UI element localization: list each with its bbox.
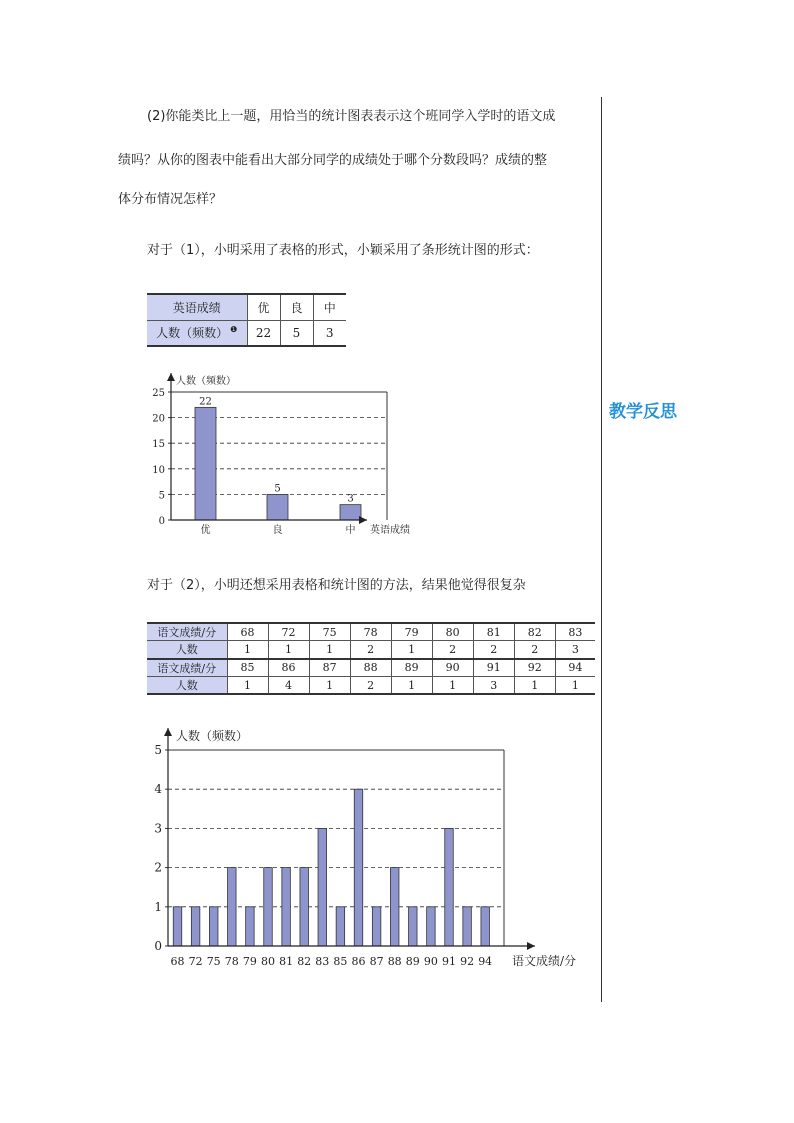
bar (228, 868, 237, 946)
x-category-label: 92 (460, 955, 475, 968)
table-cell: 1 (268, 641, 309, 659)
y-tick-label: 3 (154, 821, 162, 836)
table-cell: 91 (473, 659, 514, 677)
table-cell: 80 (432, 623, 473, 641)
table-cell: 94 (555, 659, 595, 677)
bar (390, 868, 399, 946)
y-axis-label: 人数（频数） (176, 376, 236, 387)
bar (336, 907, 345, 946)
bar (209, 907, 218, 946)
data-label: 3 (347, 493, 354, 505)
x-axis-label: 英语成绩 (370, 525, 410, 536)
x-category-label: 75 (206, 955, 221, 968)
x-category-label: 72 (188, 955, 203, 968)
category-cell: 良 (280, 294, 313, 320)
table-cell: 78 (350, 623, 391, 641)
category-cell: 优 (247, 294, 280, 320)
table-cell: 1 (227, 641, 268, 659)
table-cell: 1 (555, 676, 595, 694)
table-cell: 1 (391, 676, 432, 694)
table-cell: 1 (432, 676, 473, 694)
bar (354, 789, 363, 946)
table-cell: 89 (391, 659, 432, 677)
teaching-reflection-title: 教学反思 (609, 402, 677, 422)
bar (264, 868, 273, 946)
x-category-label: 80 (261, 955, 275, 968)
bar (246, 907, 255, 946)
y-tick-label: 4 (154, 782, 162, 797)
bar (173, 907, 182, 946)
x-category-label: 优 (200, 525, 211, 536)
y-tick-label: 1 (154, 899, 162, 914)
row-label: 人数 (147, 676, 227, 694)
table-cell: 3 (473, 676, 514, 694)
x-axis-label: 语文成绩/分 (512, 954, 577, 968)
bar (300, 868, 309, 946)
header-label: 英语成绩 (147, 294, 247, 320)
x-category-label: 中 (345, 525, 356, 536)
table-cell: 2 (350, 641, 391, 659)
x-category-label: 78 (224, 955, 239, 968)
data-label: 22 (199, 396, 212, 408)
table-cell: 92 (514, 659, 555, 677)
row-label: 语文成绩/分 (147, 623, 227, 641)
table-cell: 2 (432, 641, 473, 659)
paragraph-1: 对于（1），小明采用了表格的形式，小颖采用了条形统计图的形式： (147, 243, 539, 258)
y-axis-arrow (164, 728, 172, 736)
y-tick-label: 5 (158, 490, 165, 502)
intro-line-2: 绩吗？从你的图表中能看出大部分同学的成绩处于哪个分数段吗？成绩的整 (118, 153, 548, 168)
y-axis-label: 人数（频数） (176, 729, 249, 743)
x-category-label: 83 (315, 955, 330, 968)
table-cell: 1 (227, 676, 268, 694)
x-category-label: 良 (272, 525, 283, 536)
table-cell: 81 (473, 623, 514, 641)
table-cell: 1 (391, 641, 432, 659)
bar (445, 828, 454, 946)
table-cell: 1 (309, 676, 350, 694)
y-tick-label: 5 (154, 743, 162, 757)
y-tick-label: 15 (152, 439, 165, 451)
row-label: 语文成绩/分 (147, 659, 227, 677)
x-category-label: 89 (405, 955, 420, 968)
count-label: 人数（频数） (156, 326, 229, 341)
table-cell: 88 (350, 659, 391, 677)
y-tick-label: 25 (152, 388, 165, 399)
x-category-label: 82 (297, 955, 312, 968)
bar (463, 907, 472, 946)
bar (409, 907, 418, 946)
table-cell: 4 (268, 676, 309, 694)
x-category-label: 94 (478, 955, 493, 968)
table-cell: 75 (309, 623, 350, 641)
table-cell: 2 (350, 676, 391, 694)
bar (318, 828, 327, 946)
table-cell: 83 (555, 623, 595, 641)
intro-line-1: (2)你能类比上一题，用恰当的统计图表表示这个班同学入学时的语文成 (147, 109, 556, 124)
count-cell: 3 (313, 320, 346, 346)
x-category-label: 87 (369, 955, 384, 968)
table-cell: 2 (514, 641, 555, 659)
table-cell: 3 (555, 641, 595, 659)
x-category-label: 91 (442, 955, 456, 968)
x-category-label: 88 (387, 955, 402, 968)
bar (372, 907, 381, 946)
table-cell: 86 (268, 659, 309, 677)
bar (427, 907, 436, 946)
x-category-label: 79 (242, 955, 257, 968)
x-axis-arrow (527, 942, 535, 950)
table-cell: 87 (309, 659, 350, 677)
x-category-label: 85 (333, 955, 348, 968)
bar (282, 868, 291, 946)
table-cell: 90 (432, 659, 473, 677)
count-cell: 5 (280, 320, 313, 346)
x-category-label: 86 (351, 955, 366, 968)
y-tick-label: 20 (152, 413, 165, 425)
table-cell: 1 (309, 641, 350, 659)
count-cell: 22 (247, 320, 280, 346)
table-cell: 85 (227, 659, 268, 677)
table-cell: 2 (473, 641, 514, 659)
table-cell: 82 (514, 623, 555, 641)
bar (191, 907, 200, 946)
y-tick-label: 2 (154, 860, 162, 875)
x-category-label: 90 (423, 955, 438, 968)
table-cell: 79 (391, 623, 432, 641)
paragraph-2: 对于（2），小明还想采用表格和统计图的方法，结果他觉得很复杂 (147, 578, 526, 593)
table-cell: 68 (227, 623, 268, 641)
data-label: 5 (274, 483, 281, 495)
intro-line-3: 体分布情况怎样？ (118, 192, 223, 207)
y-tick-label: 0 (154, 939, 162, 953)
x-category-label: 81 (279, 955, 294, 968)
row-label: 人数 (147, 641, 227, 659)
note-marker: ❶ (230, 325, 238, 335)
bar (481, 907, 490, 946)
table-cell: 1 (514, 676, 555, 694)
x-category-label: 68 (170, 955, 185, 968)
y-tick-label: 0 (158, 516, 165, 527)
y-tick-label: 10 (152, 464, 165, 476)
table-cell: 72 (268, 623, 309, 641)
category-cell: 中 (313, 294, 346, 320)
